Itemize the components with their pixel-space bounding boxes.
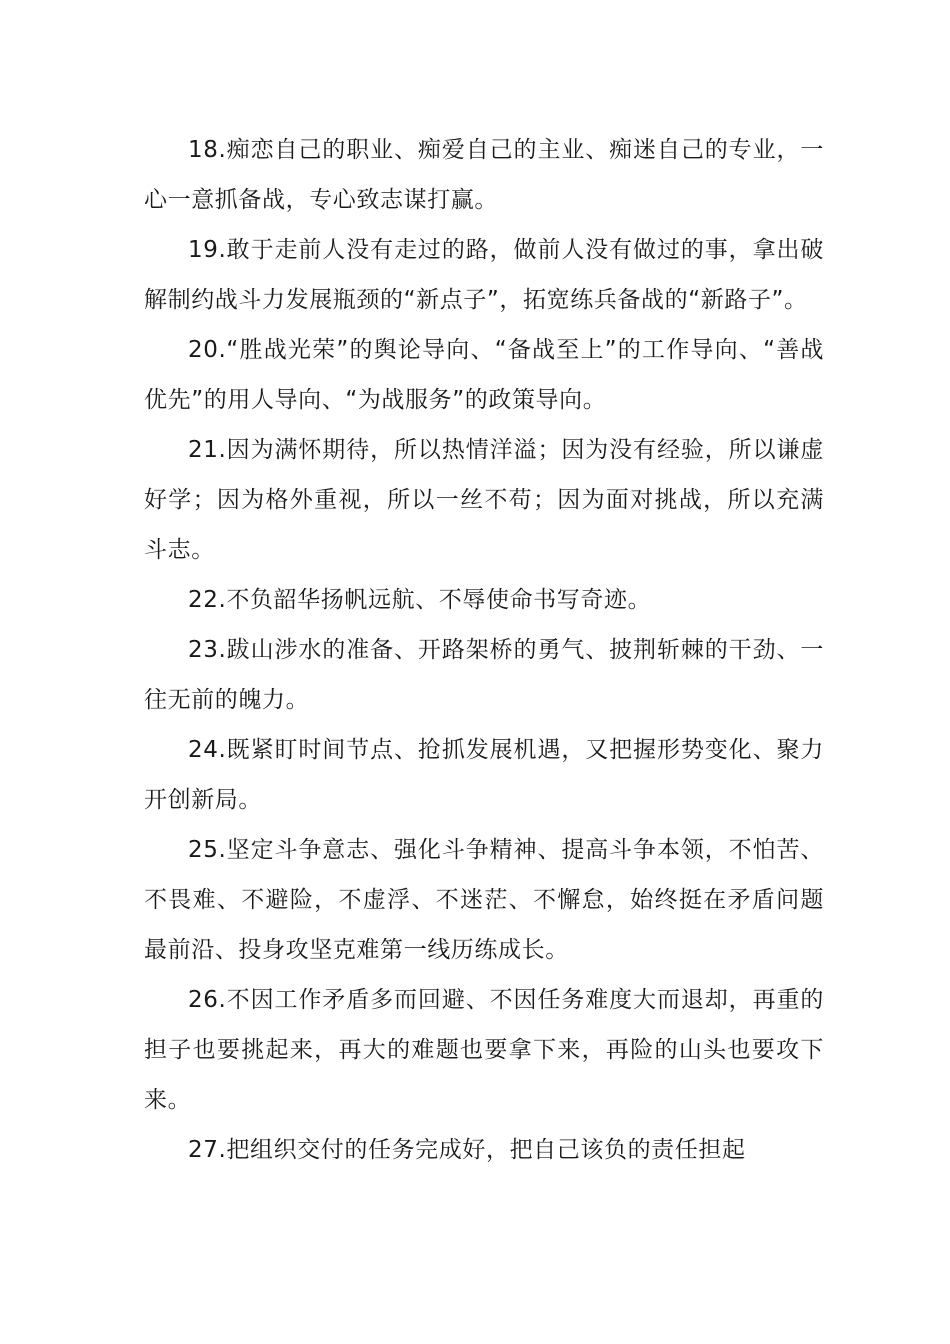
document-body — [144, 125, 824, 1175]
paragraph-20: 20.“胜战光荣”的舆论导向、“备战至上”的工作导向、“善战优先”的用人导向、“为战服务”的政策导向。 — [144, 337, 824, 413]
paragraph-19: 19.敢于走前人没有走过的路，做前人没有做过的事，拿出破解制约战斗力发展瓶颈的“新点子”，拓宽练兵备战的“新路子”。 — [144, 237, 824, 313]
paragraph-26: 26.不因工作矛盾多而回避、不因任务难度大而退却，再重的担子也要挑起来，再大的难题也要拿下来，再险的山头也要攻下来。 — [144, 987, 824, 1113]
paragraph-25: 25.坚定斗争意志、强化斗争精神、提高斗争本领，不怕苦、不畏难、不避险，不虚浮、不迷茫、不懈怠，始终挺在矛盾问题最前沿、投身攻坚克难第一线历练成长。 — [144, 837, 824, 963]
paragraph-23: 23.跋山涉水的准备、开路架桥的勇气、披荆斩棘的干劲、一往无前的魄力。 — [144, 637, 824, 713]
paragraph-22: 22.不负韶华扬帆远航、不辱使命书写奇迹。 — [188, 587, 652, 613]
paragraph-21: 21.因为满怀期待，所以热情洋溢；因为没有经验，所以谦虚好学；因为格外重视，所以一丝不苟；因为面对挑战，所以充满斗志。 — [144, 437, 824, 563]
paragraph-18: 18.痴恋自己的职业、痴爱自己的主业、痴迷自己的专业，一心一意抓备战，专心致志谋打赢。 — [144, 137, 824, 213]
paragraph-24: 24.既紧盯时间节点、抢抓发展机遇，又把握形势变化、聚力开创新局。 — [144, 737, 824, 813]
paragraph-27: 27.把组织交付的任务完成好，把自己该负的责任担起 — [188, 1137, 746, 1163]
